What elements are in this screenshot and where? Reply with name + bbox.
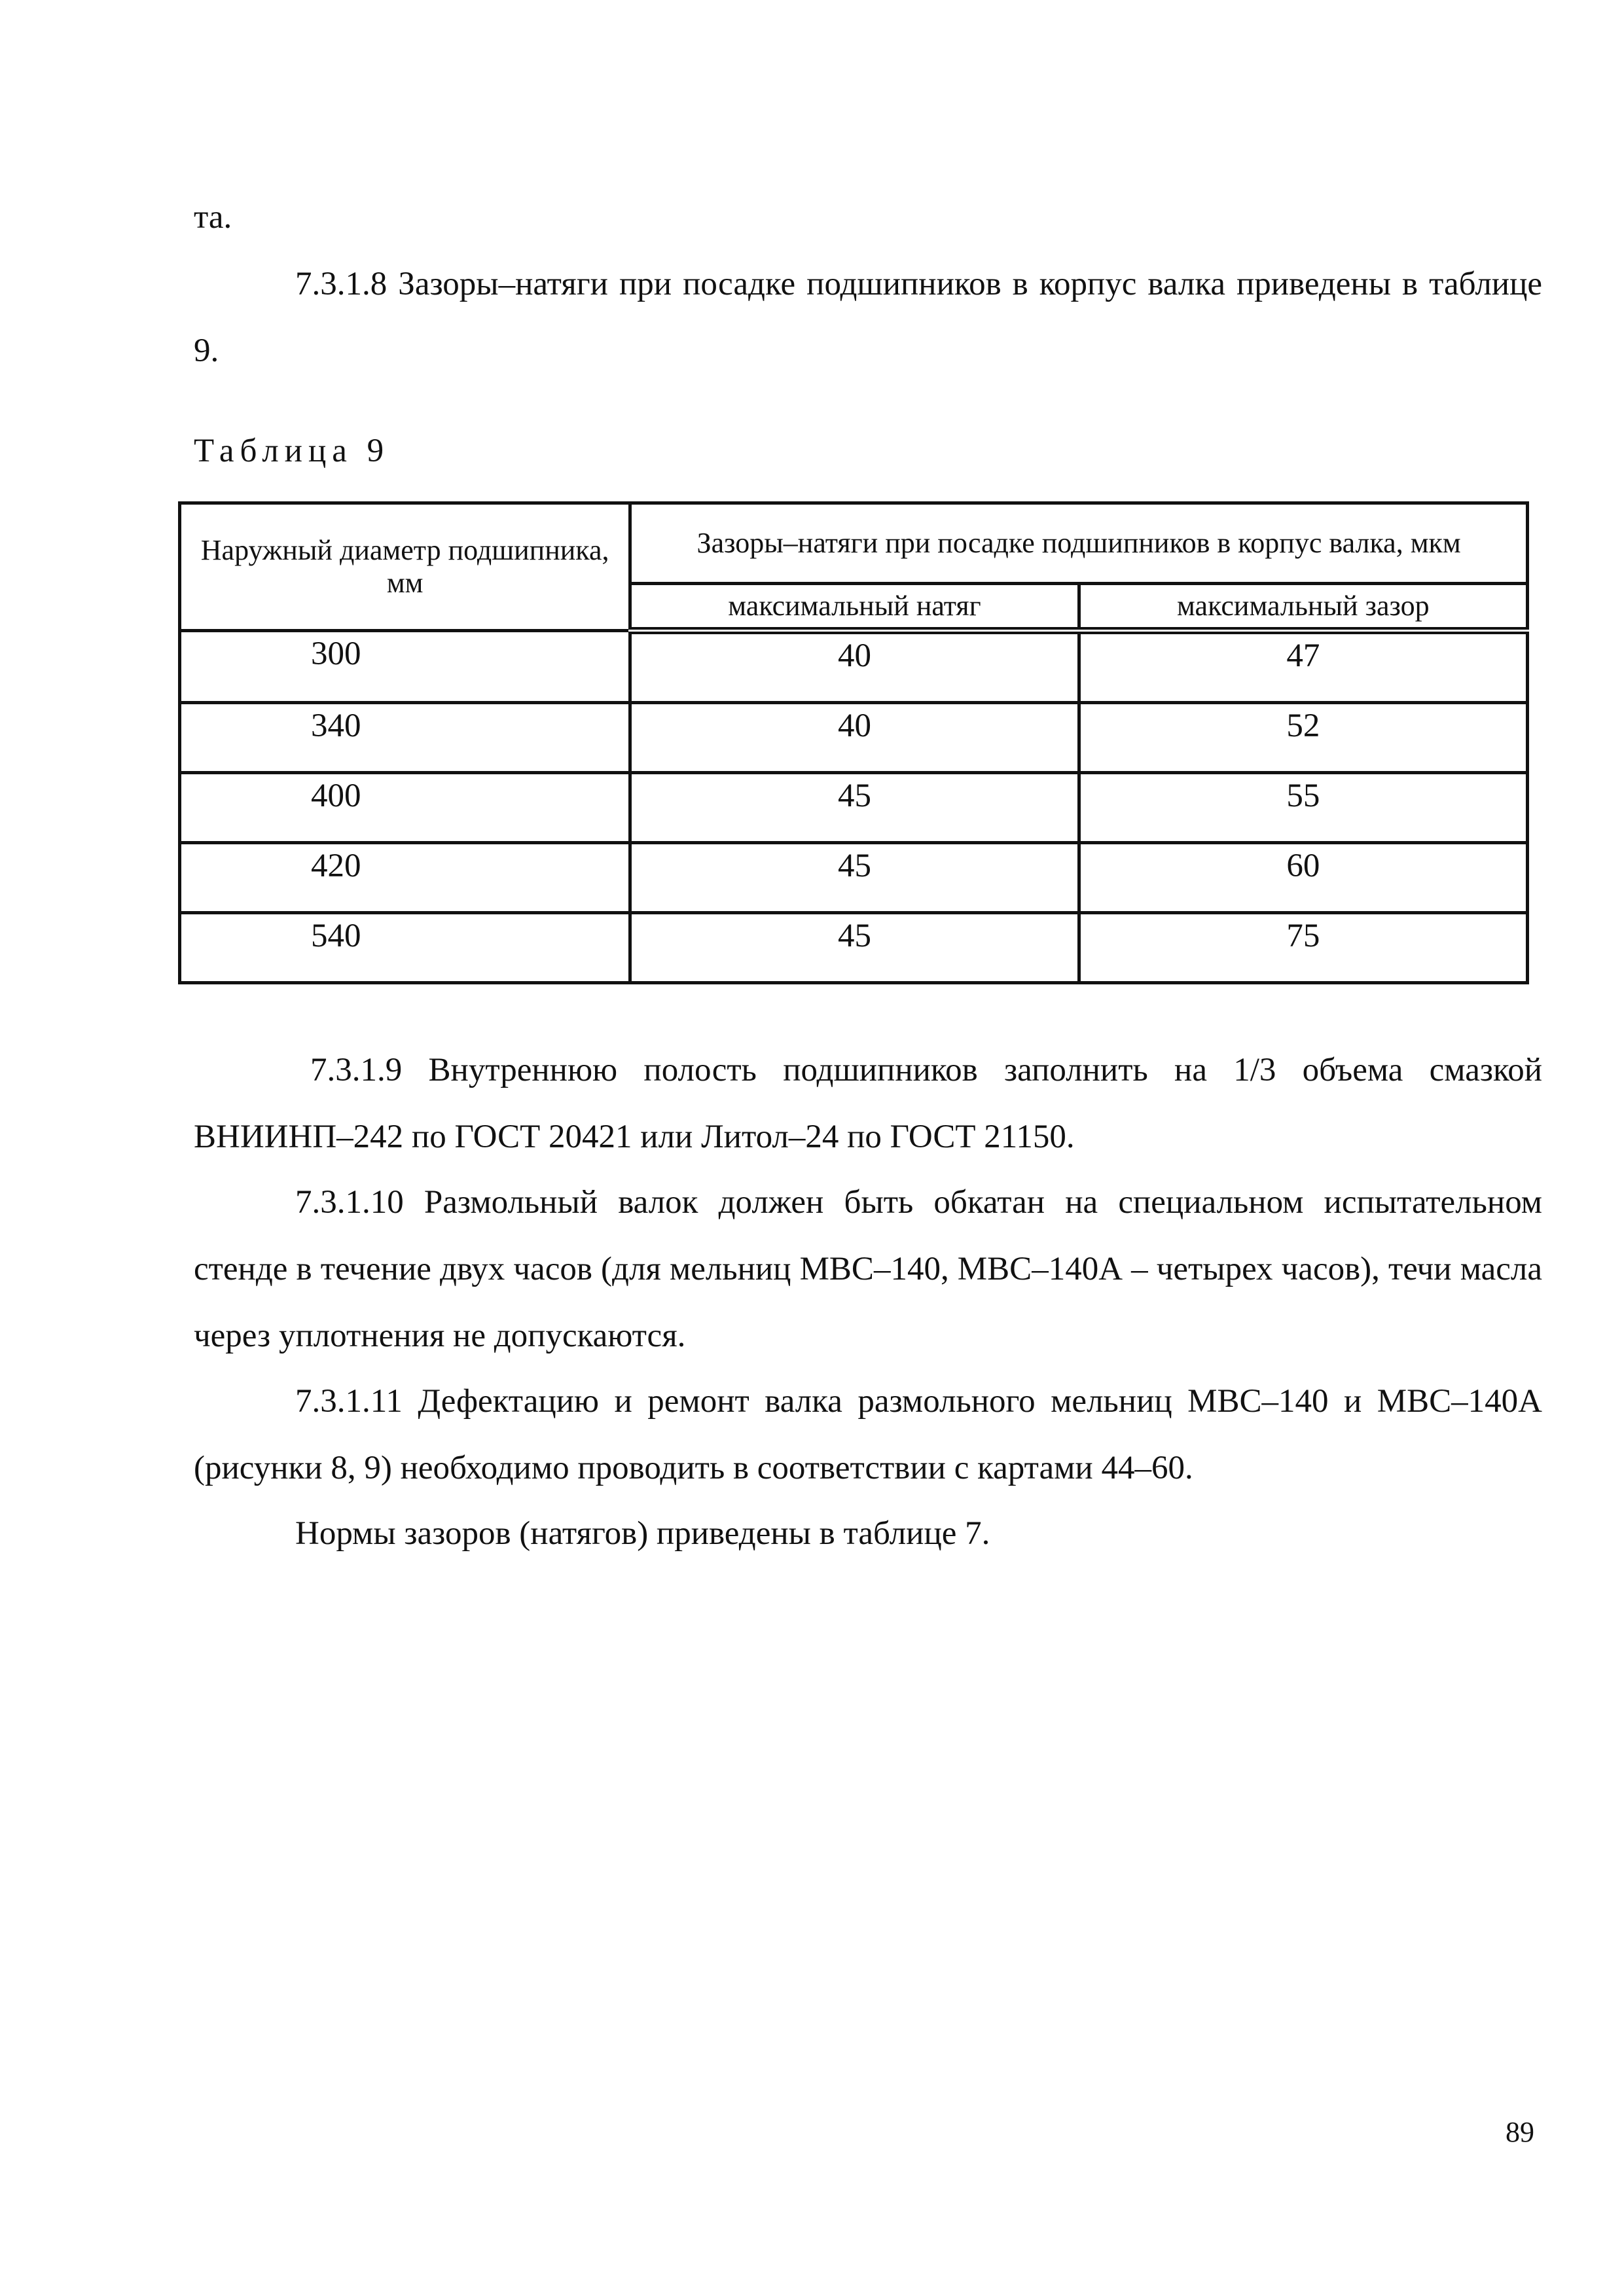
header-max-clearance: максимальный зазор (1079, 584, 1527, 631)
table-row (180, 843, 1528, 913)
table-row (180, 773, 1528, 843)
cell-max-clearance: 55 (1079, 773, 1527, 843)
paragraph-7-3-1-9: 7.3.1.9 Внутреннюю полость подшипников заполнить на 1/3 объема смазкой ВНИИНП–242 по ГОСТ 20421 или Литол–24 по ГОСТ 21150. (194, 1052, 1542, 1155)
cell-diameter: 540 (180, 913, 630, 983)
paragraph-7-3-1-10: 7.3.1.10 Размольный валок должен быть обкатан на специальном испытательном стенде в течение двух часов (для мельниц МВС–140, МВС–140А – четырех часов), течи масла через уплотнения не допускаются. (194, 1184, 1542, 1354)
bearing-fit-table (178, 501, 1529, 984)
cell-max-interference: 45 (630, 773, 1079, 843)
cell-max-clearance: 47 (1079, 631, 1527, 703)
cell-max-clearance: 75 (1079, 913, 1527, 983)
table-row (180, 913, 1528, 983)
cell-max-interference: 40 (630, 631, 1079, 703)
cell-max-clearance: 60 (1079, 843, 1527, 913)
cell-diameter: 400 (180, 773, 630, 843)
paragraph-norms: Нормы зазоров (натягов) приведены в таблице 7. (295, 1515, 990, 1552)
cell-max-interference: 40 (630, 703, 1079, 773)
header-fit-group: Зазоры–натяги при посадке подшипников в корпус валка, мкм (630, 503, 1528, 584)
page-number: 89 (1506, 2116, 1534, 2148)
table-caption: Таблица 9 (194, 433, 390, 469)
table-row (180, 631, 1528, 703)
header-max-interference: максимальный натяг (630, 584, 1079, 631)
continuation-fragment: та. (194, 199, 232, 236)
cell-max-clearance: 52 (1079, 703, 1527, 773)
cell-max-interference: 45 (630, 913, 1079, 983)
cell-max-interference: 45 (630, 843, 1079, 913)
table-row (180, 703, 1528, 773)
cell-diameter: 420 (180, 843, 630, 913)
paragraph-7-3-1-8: 7.3.1.8 Зазоры–натяги при посадке подшипников в корпус валка приведены в таблице 9. (194, 266, 1542, 369)
cell-diameter: 340 (180, 703, 630, 773)
paragraph-7-3-1-11: 7.3.1.11 Дефектацию и ремонт валка размольного мельниц МВС–140 и МВС–140А (рисунки 8, 9) необходимо проводить в соответствии с картами 44–60. (194, 1383, 1542, 1486)
cell-diameter: 300 (180, 631, 630, 703)
header-outer-diameter: Наружный диаметр подшипника, мм (180, 503, 630, 631)
